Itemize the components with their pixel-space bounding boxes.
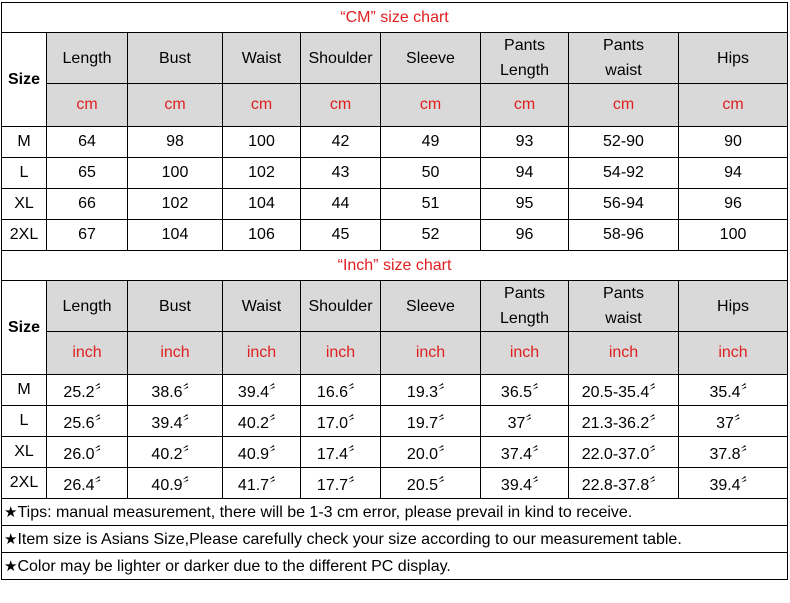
inch-value-cell: 25.6〞	[47, 406, 128, 437]
cm-value-cell: 93	[481, 127, 569, 158]
cm-column-header	[301, 33, 381, 84]
cm-unit-cell: cm	[301, 84, 381, 127]
note-text: Item size is Asians Size,Please carefully check your size according to our measurement table.	[17, 530, 682, 548]
inch-column-header	[569, 281, 679, 332]
inch-size-cell: XL	[2, 437, 47, 468]
inch-size-cell: L	[2, 406, 47, 437]
inch-column-header	[301, 281, 381, 332]
inch-value-cell: 19.3〞	[381, 375, 481, 406]
cm-value-cell: 58-96	[569, 220, 679, 251]
cm-value-cell: 96	[679, 189, 788, 220]
inch-value-cell: 40.2〞	[223, 406, 301, 437]
cm-chart-title: “CM” size chart	[2, 3, 788, 33]
cm-value-cell: 45	[301, 220, 381, 251]
star-icon: ★	[4, 530, 18, 548]
cm-size-header: Size	[2, 33, 47, 127]
cm-value-cell: 52-90	[569, 127, 679, 158]
header-line: Pants	[504, 285, 545, 302]
inch-value-cell: 16.6〞	[301, 375, 381, 406]
size-chart-body	[2, 3, 788, 580]
cm-unit-row	[2, 84, 788, 127]
inch-value-cell: 37.4〞	[481, 437, 569, 468]
inch-value-cell: 25.2〞	[47, 375, 128, 406]
star-icon: ★	[4, 503, 18, 521]
header-line: Pants	[603, 37, 644, 54]
cm-size-cell: XL	[2, 189, 47, 220]
cm-value-cell: 52	[381, 220, 481, 251]
header-line: Bust	[158, 49, 191, 67]
note-text: Tips: manual measurement, there will be 1-3 cm error, please prevail in kind to receive.	[17, 503, 633, 521]
note-row	[2, 499, 788, 526]
cm-unit-cell: cm	[381, 84, 481, 127]
cm-value-cell: 106	[223, 220, 301, 251]
inch-value-cell: 17.4〞	[301, 437, 381, 468]
inch-value-cell: 19.7〞	[381, 406, 481, 437]
note-text: Color may be lighter or darker due to the different PC display.	[17, 557, 451, 575]
note-text-cell	[2, 553, 788, 580]
cm-column-header	[679, 33, 788, 84]
inch-title-row	[2, 251, 788, 281]
note-row	[2, 526, 788, 553]
size-chart-table	[1, 2, 788, 580]
cm-value-cell: 49	[381, 127, 481, 158]
cm-unit-cell: cm	[481, 84, 569, 127]
cm-value-cell: 66	[47, 189, 128, 220]
inch-value-cell: 22.0-37.0〞	[569, 437, 679, 468]
inch-value-cell: 40.2〞	[128, 437, 223, 468]
inch-value-cell: 26.0〞	[47, 437, 128, 468]
header-line: waist	[605, 310, 642, 327]
header-line: Pants	[603, 285, 644, 302]
table-row	[2, 468, 788, 499]
cm-column-header	[223, 33, 301, 84]
cm-size-cell: M	[2, 127, 47, 158]
table-row	[2, 406, 788, 437]
header-line: Sleeve	[406, 297, 455, 315]
cm-value-cell: 50	[381, 158, 481, 189]
header-line: Length	[500, 62, 549, 79]
header-line: Length	[62, 49, 112, 67]
cm-unit-cell: cm	[569, 84, 679, 127]
inch-value-cell: 40.9〞	[128, 468, 223, 499]
cm-column-header	[381, 33, 481, 84]
header-line: Shoulder	[308, 297, 373, 315]
header-line: Hips	[717, 297, 750, 315]
inch-value-cell: 40.9〞	[223, 437, 301, 468]
inch-value-cell: 20.0〞	[381, 437, 481, 468]
table-row	[2, 220, 788, 251]
inch-size-cell: M	[2, 375, 47, 406]
inch-header-row	[2, 281, 788, 332]
inch-value-cell: 41.7〞	[223, 468, 301, 499]
inch-unit-row	[2, 332, 788, 375]
table-row	[2, 189, 788, 220]
inch-column-header	[481, 281, 569, 332]
cm-title-row	[2, 3, 788, 33]
cm-size-cell: 2XL	[2, 220, 47, 251]
inch-value-cell: 39.4〞	[128, 406, 223, 437]
cm-column-header	[47, 33, 128, 84]
inch-unit-cell: inch	[223, 332, 301, 375]
inch-unit-cell: inch	[569, 332, 679, 375]
inch-value-cell: 17.7〞	[301, 468, 381, 499]
header-line: Length	[500, 310, 549, 327]
cm-column-header	[128, 33, 223, 84]
inch-unit-cell: inch	[47, 332, 128, 375]
header-line: waist	[605, 62, 642, 79]
inch-value-cell: 37〞	[481, 406, 569, 437]
inch-column-header	[223, 281, 301, 332]
inch-column-header	[679, 281, 788, 332]
cm-unit-cell: cm	[47, 84, 128, 127]
inch-value-cell: 36.5〞	[481, 375, 569, 406]
cm-unit-cell: cm	[223, 84, 301, 127]
cm-header-row	[2, 33, 788, 84]
inch-value-cell: 35.4〞	[679, 375, 788, 406]
inch-value-cell: 21.3-36.2〞	[569, 406, 679, 437]
cm-value-cell: 56-94	[569, 189, 679, 220]
cm-value-cell: 100	[223, 127, 301, 158]
cm-value-cell: 54-92	[569, 158, 679, 189]
cm-value-cell: 100	[679, 220, 788, 251]
cm-value-cell: 95	[481, 189, 569, 220]
header-line: Length	[62, 297, 112, 315]
inch-column-header	[47, 281, 128, 332]
inch-unit-cell: inch	[481, 332, 569, 375]
cm-value-cell: 67	[47, 220, 128, 251]
cm-unit-cell: cm	[679, 84, 788, 127]
cm-value-cell: 100	[128, 158, 223, 189]
inch-value-cell: 20.5-35.4〞	[569, 375, 679, 406]
note-text-cell	[2, 499, 788, 526]
inch-value-cell: 26.4〞	[47, 468, 128, 499]
table-row	[2, 127, 788, 158]
cm-value-cell: 104	[223, 189, 301, 220]
inch-column-header	[128, 281, 223, 332]
inch-value-cell: 22.8-37.8〞	[569, 468, 679, 499]
inch-value-cell: 38.6〞	[128, 375, 223, 406]
size-chart-sheet	[1, 2, 787, 580]
cm-value-cell: 44	[301, 189, 381, 220]
note-row	[2, 553, 788, 580]
cm-value-cell: 51	[381, 189, 481, 220]
inch-chart-title: “Inch” size chart	[2, 251, 788, 281]
cm-value-cell: 102	[223, 158, 301, 189]
table-row	[2, 437, 788, 468]
table-row	[2, 158, 788, 189]
cm-value-cell: 102	[128, 189, 223, 220]
inch-unit-cell: inch	[128, 332, 223, 375]
header-line: Bust	[158, 297, 191, 315]
inch-unit-cell: inch	[679, 332, 788, 375]
inch-value-cell: 39.4〞	[679, 468, 788, 499]
cm-column-header	[569, 33, 679, 84]
cm-value-cell: 64	[47, 127, 128, 158]
inch-value-cell: 20.5〞	[381, 468, 481, 499]
header-line: Waist	[241, 297, 282, 315]
cm-value-cell: 94	[481, 158, 569, 189]
header-line: Shoulder	[308, 49, 373, 67]
inch-unit-cell: inch	[381, 332, 481, 375]
inch-unit-cell: inch	[301, 332, 381, 375]
inch-size-cell: 2XL	[2, 468, 47, 499]
cm-column-header	[481, 33, 569, 84]
cm-unit-cell: cm	[128, 84, 223, 127]
inch-value-cell: 37〞	[679, 406, 788, 437]
cm-value-cell: 94	[679, 158, 788, 189]
cm-value-cell: 43	[301, 158, 381, 189]
cm-size-cell: L	[2, 158, 47, 189]
note-text-cell	[2, 526, 788, 553]
cm-value-cell: 104	[128, 220, 223, 251]
star-icon: ★	[4, 557, 18, 575]
inch-value-cell: 37.8〞	[679, 437, 788, 468]
cm-value-cell: 90	[679, 127, 788, 158]
cm-value-cell: 98	[128, 127, 223, 158]
inch-column-header	[381, 281, 481, 332]
inch-value-cell: 39.4〞	[481, 468, 569, 499]
header-line: Waist	[241, 49, 282, 67]
table-row	[2, 375, 788, 406]
inch-value-cell: 17.0〞	[301, 406, 381, 437]
inch-value-cell: 39.4〞	[223, 375, 301, 406]
cm-value-cell: 42	[301, 127, 381, 158]
inch-size-header: Size	[2, 281, 47, 375]
header-line: Sleeve	[406, 49, 455, 67]
cm-value-cell: 96	[481, 220, 569, 251]
header-line: Pants	[504, 37, 545, 54]
cm-value-cell: 65	[47, 158, 128, 189]
header-line: Hips	[717, 49, 750, 67]
